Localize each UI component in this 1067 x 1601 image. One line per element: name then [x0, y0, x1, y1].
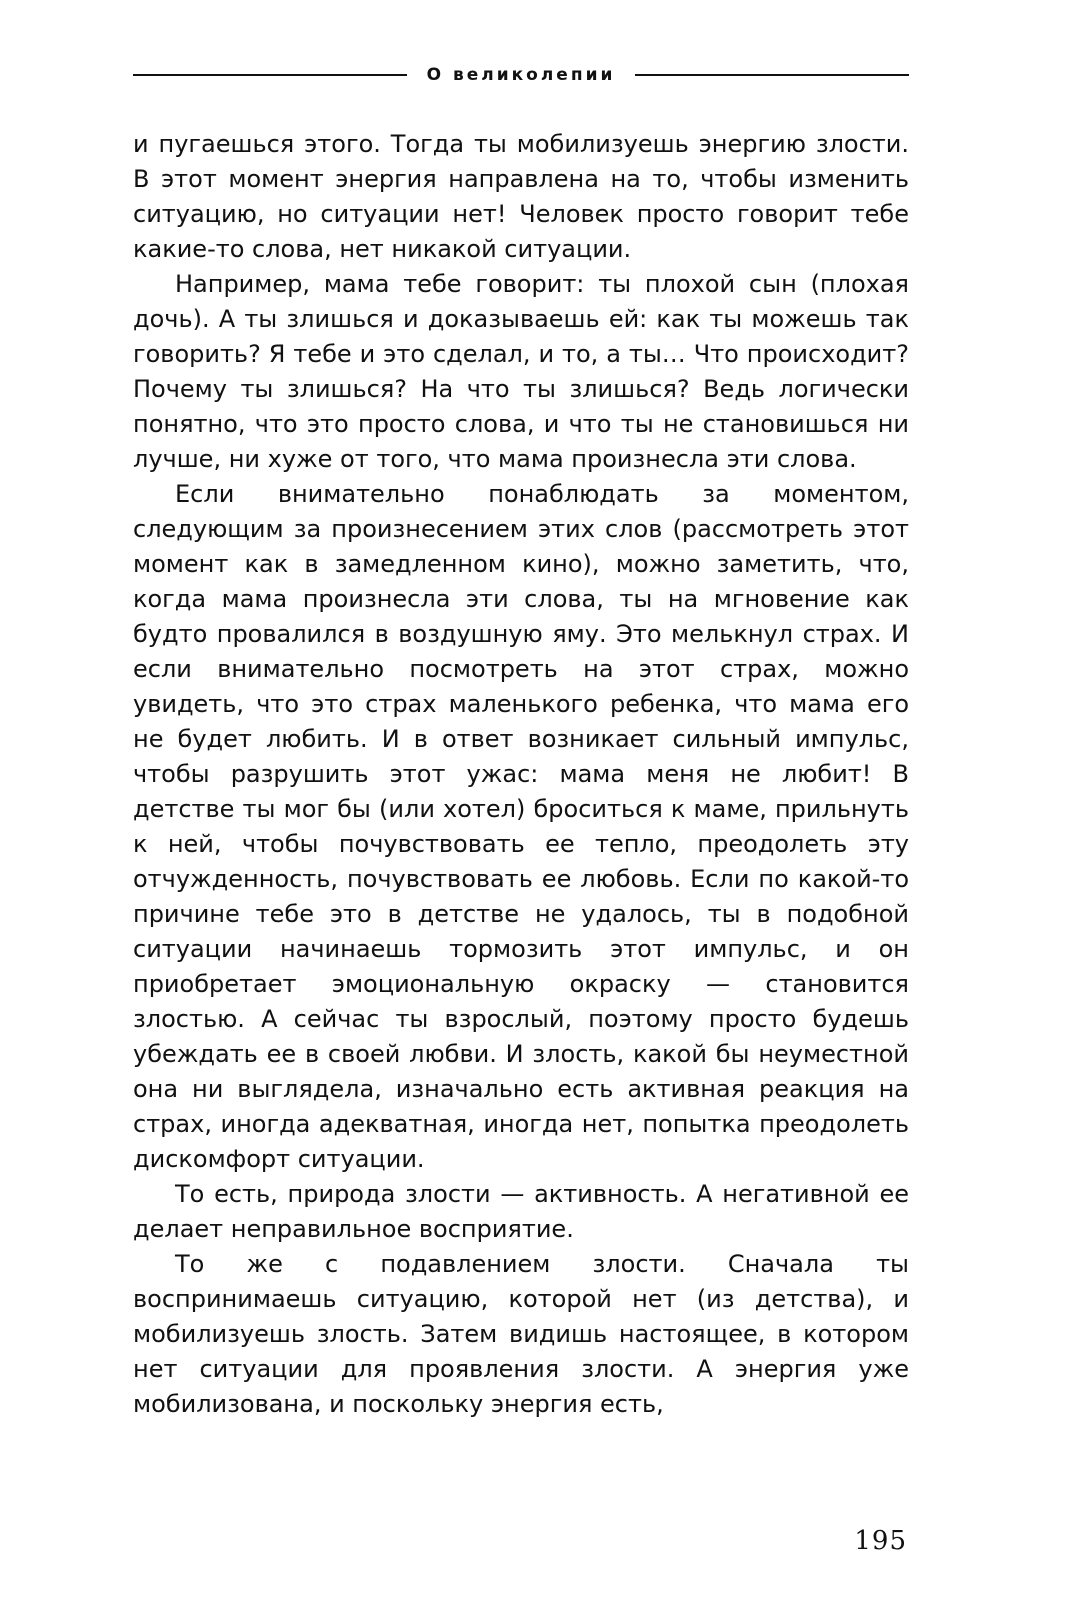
- paragraph-4: То есть, природа злости — активность. А негативной ее делает неправильное восприятие.: [133, 1180, 909, 1243]
- header-rule-left: [133, 74, 407, 76]
- paragraph-1: и пугаешься этого. Тогда ты мобилизуешь энергию злости. В этот момент энергия направлена на то, чтобы изменить ситуацию, но ситуации нет! Человек просто говорит тебе какие-то слова, нет никакой ситуации.: [133, 130, 909, 263]
- running-title: О великолепии: [426, 65, 616, 85]
- paragraph-3: Если внимательно понаблюдать за моментом, следующим за произнесением этих слов (рассмотреть этот момент как в замедленном кино), можно заметить, что, когда мама произнесла эти слова, ты на мгновение как будто провалился в воздушную яму. Это мелькнул страх. И если внимательно посмотреть на этот страх, можно увидеть, что это страх маленького ребенка, что мама его не будет любить. И в ответ возникает сильный импульс, чтобы разрушить этот ужас: мама меня не любит! В детстве ты мог бы (или хотел) броситься к маме, прильнуть к ней, чтобы почувствовать ее тепло, преодолеть эту отчужденность, почувствовать ее любовь. Если по какой-то причине тебе это в детстве не удалось, ты в подобной ситуации начинаешь тормозить этот импульс, и он приобретает эмоциональную окраску — становится злостью. А сейчас ты взрослый, поэтому просто будешь убеждать ее в своей любви. И злость, какой бы неуместной она ни выглядела, изначально есть активная реакция на страх, иногда адекватная, иногда нет, попытка преодолеть дискомфорт ситуации.: [133, 480, 909, 1173]
- paragraph-2: Например, мама тебе говорит: ты плохой сын (плохая дочь). А ты злишься и доказываешь ей: как ты можешь так говорить? Я тебе и это сделал, и то, а ты… Что происходит? Почему ты злишься? На что ты злишься? Ведь логически понятно, что это просто слова, и что ты не становишься ни лучше, ни хуже от того, что мама произнесла эти слова.: [133, 270, 909, 473]
- paragraph-5: То же с подавлением злости. Сначала ты воспринимаешь ситуацию, которой нет (из детства), и мобилизуешь злость. Затем видишь настоящее, в котором нет ситуации для проявления злости. А энергия уже мобилизована, и поскольку энергия есть,: [133, 1250, 909, 1418]
- header-rule-right: [635, 74, 909, 76]
- body-text: [133, 127, 909, 1422]
- page-number: 195: [854, 1526, 907, 1556]
- running-header: [133, 62, 909, 88]
